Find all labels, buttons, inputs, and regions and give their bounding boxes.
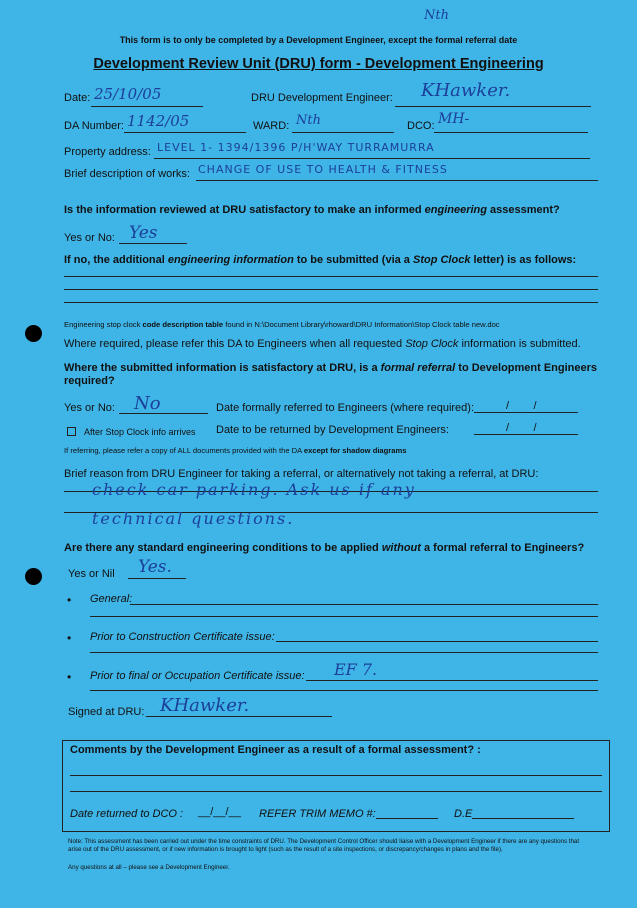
q4-question-post: a formal referral to Engineers? [420, 542, 585, 554]
footer-questions: Any questions at all – please see a Development Engineer. [68, 864, 230, 871]
property-value: LEVEL 1- 1394/1396 P/H'WAY TURRAMURRA [157, 141, 435, 154]
date-returned-dco-label: Date returned to DCO : [70, 808, 184, 820]
copy-note-bold: except for shadow diagrams [303, 446, 407, 455]
q2-text-em: engineering information [167, 254, 294, 266]
prior-cc-label: Prior to Construction Certificate issue: [90, 631, 275, 643]
stop-clock-note-pre: Engineering stop clock [64, 320, 143, 329]
prior-oc-label: Prior to final or Occupation Certificate issue: [90, 670, 305, 682]
refer-text-pre: Where required, please refer this DA to Engineers when all requested [64, 338, 406, 350]
works-label: Brief description of works: [64, 168, 190, 180]
date-label: Date: [64, 92, 91, 104]
q3-yes-no-value: No [134, 393, 161, 414]
signed-value: KHawker. [160, 695, 250, 716]
stop-clock-refer-text [64, 338, 581, 350]
hole-punch-mark [25, 568, 42, 585]
signed-label: Signed at DRU: [68, 706, 145, 718]
q4-question-em: without [381, 542, 421, 554]
dco-value: MH- [438, 111, 470, 127]
works-value: CHANGE OF USE TO HEALTH & FITNESS [198, 163, 448, 176]
q2-text-post: letter) is as follows: [470, 254, 577, 266]
q3-question-pre: Where the submitted information is satisfactory at DRU, is a [64, 362, 381, 374]
refer-trim-label: REFER TRIM MEMO #: [259, 808, 376, 820]
da-number-value: 1142/05 [127, 112, 190, 130]
date-returned-slashes: / / [506, 422, 537, 434]
general-label: General: [90, 593, 133, 605]
after-stop-clock-checkbox[interactable] [67, 427, 76, 436]
q2-text-em2: Stop Clock [412, 254, 471, 266]
bullet-prior-cc: • [67, 631, 72, 645]
q2-text [64, 254, 576, 266]
reason-label: Brief reason from DRU Engineer for taking a referral, or alternatively not taking a referral, at DRU: [64, 468, 539, 480]
q1-yes-no-label: Yes or No: [64, 232, 115, 244]
copy-note-pre: If referring, please refer a copy of ALL documents provided with the DA [64, 446, 304, 455]
da-number-label: DA Number: [64, 120, 124, 132]
reason-line-2: technical questions. [92, 509, 295, 528]
date-referred-slashes: / / [506, 400, 537, 412]
header-notice: This form is to only be completed by a Development Engineer, except the formal referral date [119, 35, 518, 45]
dru-engineer-label: DRU Development Engineer: [251, 92, 393, 104]
ward-value: Nth [296, 113, 321, 128]
dru-engineer-value: KHawker. [421, 80, 511, 101]
hole-punch-mark [25, 325, 42, 342]
dco-label: DCO: [407, 120, 435, 132]
bullet-prior-oc: • [67, 670, 72, 684]
form-title: Development Review Unit (DRU) form - Development Engineering [93, 56, 544, 72]
q3-question [64, 362, 604, 388]
de-label: D.E [454, 808, 473, 820]
yes-nil-value: Yes. [138, 557, 172, 577]
stop-clock-note [64, 320, 500, 329]
yes-nil-label: Yes or Nil [68, 568, 115, 580]
q2-text-mid: to be submitted (via a [293, 254, 413, 266]
reason-line-1: check car parking. Ask us if any [92, 480, 416, 499]
property-label: Property address: [64, 146, 151, 158]
q3-question-em: formal referral [380, 362, 456, 374]
q3-question-post: to Development Engineers required? [64, 362, 598, 387]
date-returned-label: Date to be returned by Development Engineers: [216, 424, 449, 436]
q1-question-pre: Is the information reviewed at DRU satisfactory to make an informed [64, 204, 425, 216]
after-stop-clock-label: After Stop Clock info arrives [84, 427, 196, 437]
q1-question-post: assessment? [487, 204, 560, 216]
q2-text-pre: If no, the additional [64, 254, 168, 266]
ward-label: WARD: [253, 120, 290, 132]
refer-text-em: Stop Clock [405, 338, 459, 350]
stop-clock-note-bold: code description table [142, 320, 224, 329]
q3-yes-no-label: Yes or No: [64, 402, 115, 414]
bullet-general: • [67, 593, 72, 607]
date-referred-label: Date formally referred to Engineers (where required): [216, 402, 475, 414]
q4-question [64, 542, 584, 554]
footer-note: Note: This assessment has been carried out under the time constraints of DRU. The Development Control Officer should liaise with a Development Engineer if there are any questions that arise out of the DRU assessment, or if new information is brought to light (such as the result of a site inspections, or discrepancy/changes in plans and the file). [68, 838, 580, 853]
stop-clock-note-post: found in N:\Document Library\rhoward\DRU Information\Stop Clock table new.doc [223, 320, 500, 329]
copy-note [64, 446, 406, 455]
q1-yes-no-value: Yes [129, 223, 158, 243]
date-returned-dco-blank: __/__/__ [198, 806, 241, 818]
q4-question-pre: Are there any standard engineering conditions to be applied [64, 542, 382, 554]
corner-ward-note: Nth [424, 8, 449, 23]
refer-text-post: information is submitted. [458, 338, 581, 350]
prior-oc-value: EF 7. [334, 660, 378, 679]
comments-title: Comments by the Development Engineer as a result of a formal assessment? : [70, 744, 481, 756]
q1-question [64, 204, 560, 216]
q1-question-em: engineering [424, 204, 487, 216]
date-value: 25/10/05 [94, 85, 162, 103]
